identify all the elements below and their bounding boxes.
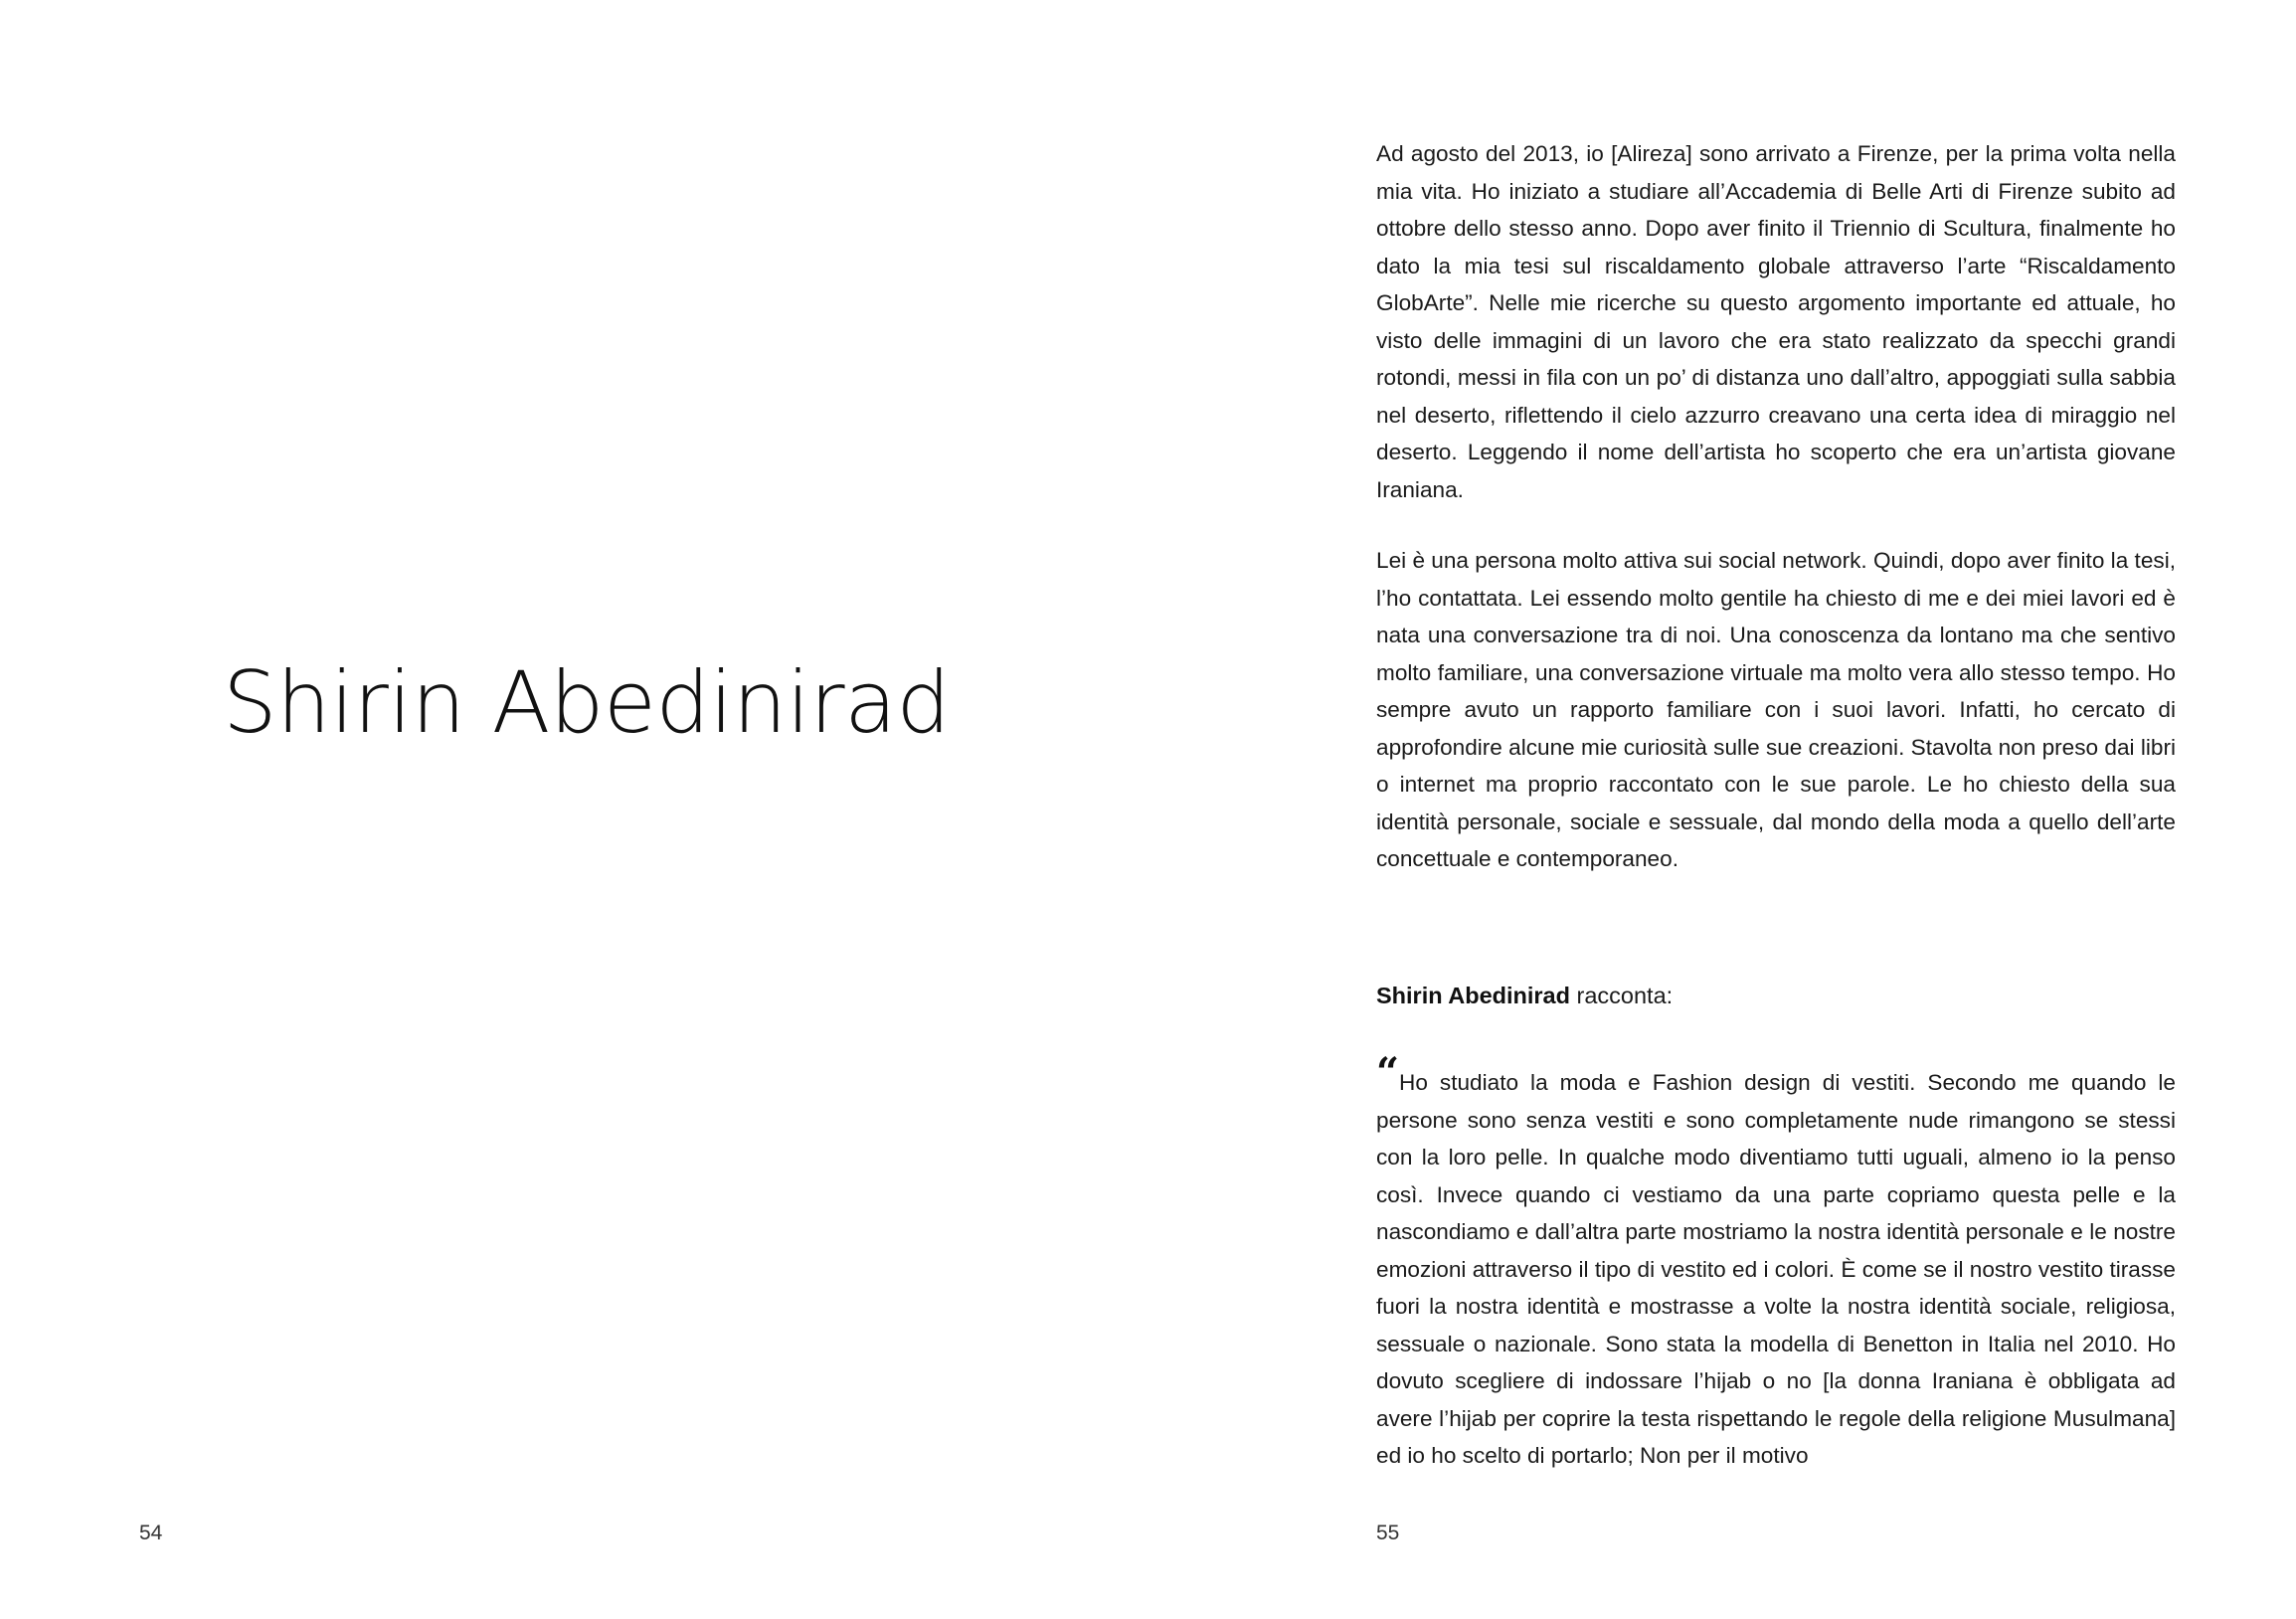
contact-paragraph: Lei è una persona molto attiva sui social network. Quindi, dopo aver finito la tesi, l’ho contattata. Lei essendo molto gentile ha chiesto di me e dei miei lavori ed è nata una conversazione tra di noi. Una conoscenza da lontano ma che sentivo molto familiare, una conversazione virtuale ma molto vera allo stesso tempo. Ho sempre avuto un rapporto familiare con i suoi lavori. Infatti, ho cercato di approfondire alcune mie curiosità sulle sue creazioni. Stavolta non preso dai libri o internet ma proprio raccontato con le sue parole. Le ho chiesto della sua identità personale, sociale e sessuale, dal mondo della moda a quello dell’arte concettuale e contemporaneo. [1376,548,2176,871]
interview-quote [1376,1049,2176,1475]
intro-paragraph: Ad agosto del 2013, io [Alireza] sono arrivato a Firenze, per la prima volta nella mia vita. Ho iniziato a studiare all’Accademia di Belle Arti di Firenze subito ad ottobre dello stesso anno. Dopo aver finito il Triennio di Scultura, finalmente ho dato la mia tesi sul riscaldamento globale attraverso l’arte “Riscaldamento GlobArte”. Nelle mie ricerche su questo argomento importante ed attuale, ho visto delle immagini di un lavoro che era stato realizzato da specchi grandi rotondi, messi in fila con un po’ di distanza uno dall’altro, appoggiati sulla sabbia nel deserto, riflettendo il cielo azzurro creavano una certa idea di miraggio nel deserto. Leggendo il nome dell’artista ho scoperto che era un’artista giovane Iraniana. [1376,141,2176,502]
quote-text: Ho studiato la moda e Fashion design di vestiti. Secondo me quando le persone sono senza vestiti e sono completamente nude rimangono se stessi con la loro pelle. In qualche modo diventiamo tutti uguali, almeno io la penso così. Invece quando ci vestiamo da una parte copriamo questa pelle e la nascondiamo e dall’altra parte mostriamo la nostra identità personale e le nostre emozioni attraverso il tipo di vestito ed i colori. È come se il nostro vestito tirasse fuori la nostra identità e mostrasse a volte la nostra identità sociale, religiosa, sessuale o nazionale. Sono stata la modella di Benetton in Italia nel 2010. Ho dovuto scegliere di indossare l’hijab o no [la donna Iraniana è obbligata ad avere l’hijab per coprire la testa rispettando le regole della religione Musulmana] ed io ho scelto di portarlo; Non per il motivo [1376,1070,2176,1468]
right-page [1148,0,2296,1619]
page-number-right: 55 [1376,1522,1400,1544]
quote-attribution [1376,978,2176,1015]
chapter-title: Shirin Abedinirad [223,653,951,753]
page-number-left: 54 [139,1522,163,1544]
body-text-column [1376,135,2176,1475]
speaker-name: Shirin Abedinirad [1376,982,1570,1008]
opening-quote-mark: “ [1376,1049,1400,1096]
speaker-verb: racconta: [1569,982,1674,1008]
